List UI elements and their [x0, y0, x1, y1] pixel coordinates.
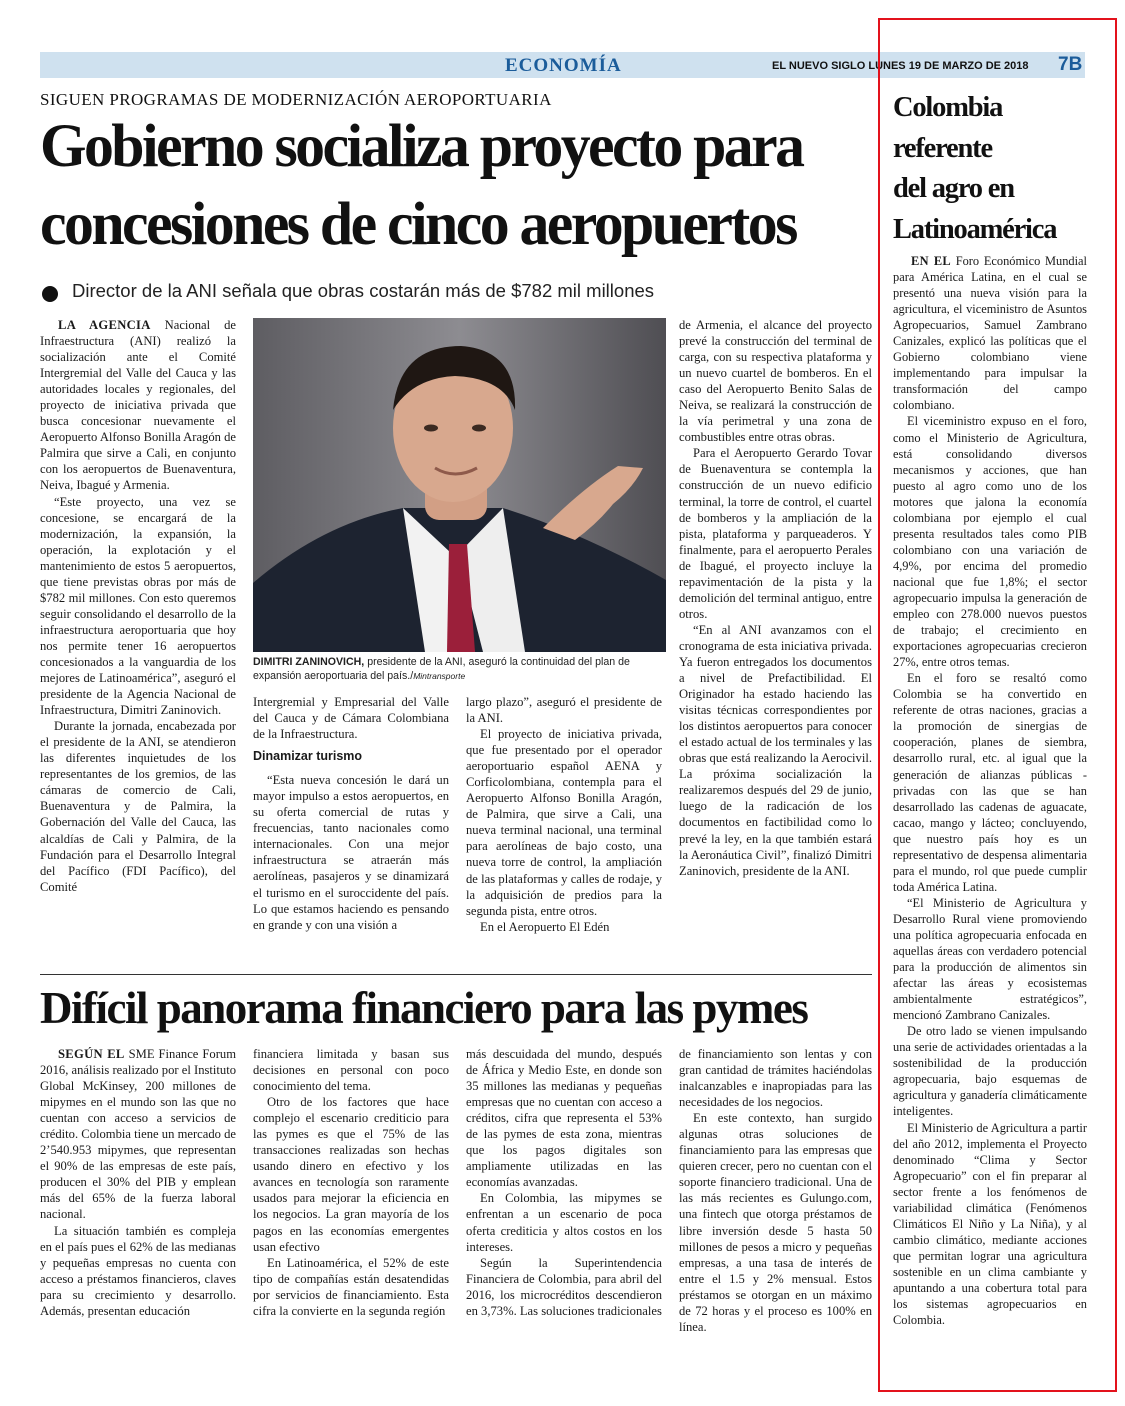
page-number: 7B	[1058, 54, 1083, 75]
portrait-image	[253, 318, 666, 652]
headline-line-2: concesiones de cinco aeropuertos	[40, 191, 796, 258]
paragraph: “El Ministerio de Agricultura y Desarrollo Rural viene promoviendo una política agropecuaria enfocada en aquellas áreas con verdadero potencial para la producción de alimentos sin afectar las áreas y ecosistemas ambientalmente estratégicos”, mencionó Zambrano Canizales.	[893, 895, 1087, 1023]
paragraph: En Colombia, las mipymes se enfrentan a un escenario de poca oferta crediticia y altos costos en los intereses.	[466, 1191, 662, 1254]
subheading: Dinamizar turismo	[253, 749, 363, 764]
paragraph: de Armenia, el alcance del proyecto prevé la construcción del terminal de carga, con su respectiva plataforma y un nuevo cuartel de bomberos. En el caso del Aeropuerto Benito Salas de Neiva, se realizará la construcción de la vía perimetral y una zona de combustibles entre otras obras.	[679, 318, 872, 445]
paragraph: La situación también es compleja en el país pues el 62% de las medianas y pequeñas empresas no cuenta con acceso a préstamos financieros, claves para su crecimiento y desarrollo. Además, presentan educación	[40, 1223, 236, 1318]
paragraph: En este contexto, han surgido algunas otras soluciones de financiamiento para las empresas que quieren crecer, pero no cuentan con el soporte financiero tradicional. Una de las más recientes es Gulungo.com, una fintech que otorga préstamos de libre inversión desde 5 hasta 50 millones de pesos a micro y pequeñas empresas, a una tasa de interés de entre el 1.5 y 2% mensual. Estos préstamos se otorgan en un máximo de 72 horas y el proceso es 100% en línea.	[679, 1111, 872, 1334]
main-article-column-4	[679, 317, 872, 971]
lead-in: LA AGENCIA	[58, 318, 151, 332]
paragraph: Según la Superintendencia Financiera de Colombia, para abril del 2016, los microcréditos descendieron en 3,73%. Las soluciones tradicionales	[466, 1255, 662, 1318]
second-article-column-4	[679, 1046, 872, 1346]
paragraph: En Latinoamérica, el 52% de este tipo de compañías están desatendidas por servicios de financiamiento. Esta cifra la convierte en la segunda región	[253, 1255, 449, 1318]
paragraph: “Este proyecto, una vez se concesione, se encargará de la modernización, la expansión, la operación, la explotación y el mantenimiento de estos 5 aeropuertos, que tiene previstas obras por más de $782 mil millones. Con esto queremos seguir consolidando el desarrollo de la infraestructura aeroportuaria que hoy nos permite tener 16 aeropuertos concesionados a la vanguardia de los mejores de Latinoamérica”, aseguró el presidente de la Agencia Nacional de Infraestructura, Dimitri Zaninovich.	[40, 494, 236, 718]
article-photo	[253, 318, 666, 652]
paragraph: El viceministro expuso en el foro, como el Ministerio de Agricultura, está consolidando diversos mecanismos y acciones, que han puesto al agro como uno de los motores que jalona la economía colombiana por ejemplo el cual presenta resultados tales como PIB colombiano con una variación de 4,9%, por encima del promedio nacional que fue 1,8%; el sector agropecuario impulsa la generación de empleo con 278.000 nuevos puestos de trabajo; el crecimiento en exportaciones agropecuarias crecieron 27%, entre otros temas.	[893, 414, 1087, 670]
kicker: SIGUEN PROGRAMAS DE MODERNIZACIÓN AEROPORTUARIA	[40, 90, 552, 109]
photo-credit: Mintransporte	[413, 671, 466, 681]
paragraph: financiera limitada y basan sus decisiones en personal con poco conocimiento del tema.	[253, 1047, 449, 1094]
paragraph: El Ministerio de Agricultura a partir del año 2012, implementa el Proyecto denominado “Clima y Sector Agropecuario” con el fin preparar al sector frente a los fenómenos de variabilidad climática (Fenómenos Climáticos El Niño y La Niña), y al cambio climático, mediante acciones que permitan lograr una agricultura sostenible en un clima cambiante y apuntando a una cobertura total para los sistemas agropecuarios en Colombia.	[893, 1120, 1087, 1328]
lead-in: EN EL	[911, 254, 951, 268]
photo-caption: DIMITRI ZANINOVICH, presidente de la ANI, aseguró la continuidad del plan de expansión aeroportuaria del país./Mintransporte	[253, 656, 630, 682]
paragraph: largo plazo”, aseguró el presidente de la ANI.	[466, 695, 662, 726]
bullet-icon	[42, 286, 58, 302]
paragraph: Intergremial y Empresarial del Valle del Cauca y de Cámara Colombiana de la Infraestructura.	[253, 695, 449, 742]
paragraph: Durante la jornada, encabezada por el presidente de la ANI, se atendieron las diferentes inquietudes de los representantes de los gremios, de las cámaras de comercio de Cali, Buenaventura y de Palmira, la Gobernación del Valle del Cauca, las alcaldías de Cali y Palmira, de la Fundación para el Desarrollo Integral del Pacífico (FDI Pacífico), del Comité	[40, 719, 236, 894]
paragraph: De otro lado se vienen impulsando una serie de actividades orientadas a la sostenibilidad de la producción agropecuaria, bajo esquemas de agricultura y ganadería climáticamente inteligentes.	[893, 1024, 1087, 1119]
subhead: Director de la ANI señala que obras costarán más de $782 mil millones	[72, 280, 655, 301]
section-name: ECONOMÍA	[505, 55, 622, 76]
main-article-column-3	[466, 694, 662, 971]
sidebar-body	[893, 253, 1087, 1348]
paragraph: En el Aeropuerto El Edén	[480, 919, 610, 934]
paragraph: El proyecto de iniciativa privada, que fue presentado por el operador aeroportuario español AENA y Corficolombiana, contempla para el Aeropuerto Alfonso Bonilla Aragón, de Palmira, que sirve a Cali, una nueva terminal nacional, una terminal para aerolíneas de bajo costo, una nueva torre de control, la ampliación de las plataformas y calles de rodaje, y la adquisición de predios para la segunda pista, entre otros.	[466, 727, 662, 918]
paragraph: Otro de los factores que hace complejo el escenario crediticio para las pymes es que el 75% de las transacciones realizadas son hechas usando dinero en efectivo y los avances en tecnología son raramente usados para mejorar la eficiencia en los negocios. La gran mayoría de los pagos en las economías emergentes usan efectivo	[253, 1095, 449, 1254]
main-headline	[40, 108, 858, 264]
lead-in: SEGÚN EL	[58, 1047, 125, 1061]
headline-line-1: Gobierno socializa proyecto para	[40, 113, 803, 180]
paper-date: EL NUEVO SIGLO LUNES 19 DE MARZO DE 2018	[772, 60, 1029, 72]
second-headline: Difícil panorama financiero para las pymes	[40, 983, 808, 1033]
paragraph: En el foro se resaltó como Colombia se ha convertido en referente de otras naciones, gracias a la promoción de sinergias de cooperación, planes de siembra, desarrollo rural, etc. al igual que la generación de alianzas públicas - privadas con las que se han desarrollado las cadenas de aguacate, cacao, mango y lácteo; concluyendo, que nuestro país hoy es un representativo de despensa alimentaria para el mundo, rol que puede cumplir toda América Latina.	[893, 671, 1087, 894]
paragraph: “Esta nueva concesión le dará un mayor impulso a estos aeropuertos, en su oferta comercial de rutas y frecuencias, tanto nacionales como internacionales. Con una mejor infraestructura se atraerán más aerolíneas, pasajeros y se dinamizará el turismo en el suroccidente del país. Lo que estamos haciendo es pensando en grande y con una visión a	[253, 773, 449, 932]
paragraph: SME Finance Forum 2016, análisis realizado por el Instituto Global McKinsey, 200 millones de mipymes en el mundo son las que no cuentan con acceso a servicios de crédito. Colombia tiene un mercado de 2’540.953 mipymes, que representan el 90% de las empresas de este país, producen el 30% del PIB y emplean más del 65% de la fuerza laboral nacional.	[40, 1047, 236, 1222]
main-article-column-1	[40, 317, 236, 971]
paragraph: Para el Aeropuerto Gerardo Tovar de Buenaventura se contempla la construcción de un nuevo edificio terminal, la torre de control, el cuartel de bomberos y la ampliación de la pista, plataforma y parqueaderos. Y finalmente, para el aeropuerto Perales de Ibagué, el proyecto incluye la repavimentación de la pista y la demolición del terminal antiguo, entre otros.	[679, 446, 872, 621]
paragraph: más descuidada del mundo, después de África y Medio Este, en donde son 35 millones las medianas y pequeñas empresas que no cuentan con acceso a créditos, cifra que representa el 53% de las pymes de esta zona, mientras que los pagos digitales son ampliamente utilizadas en las economías avanzadas.	[466, 1047, 662, 1190]
sidebar-title: Colombia referente del agro en Latinoamérica	[893, 92, 1057, 245]
paragraph: “En al ANI avanzamos con el cronograma de esta iniciativa privada. Ya fueron entregados los documentos a nivel de Prefactibilidad. El Originador ha estado haciendo las visitas técnicas correspondientes por los distintos aeropuertos para conocer el estado actual de los terminales y las obras que está realizando la Aerocivil. La próxima socialización la realizaremos después del 29 de junio, luego de la radicación de los documentos en factibilidad como lo prevé la ley, en la que también estará la Aeronáutica Civil”, finalizó Dimitri Zaninovich, presidente de la ANI.	[679, 622, 872, 878]
paragraph: de financiamiento son lentas y con gran cantidad de trámites haciéndolas inalcanzables e inapropiadas para las necesidades de los negocios.	[679, 1047, 872, 1110]
paragraph: Foro Económico Mundial para América Latina, en el cual se presentó una nueva visión para la agricultura, el viceministro de Asuntos Agropecuarios, Samuel Zambrano Canizales, explicó las políticas que el Gobierno colombiano viene implementando para impulsar la transformación del campo colombiano.	[893, 254, 1087, 413]
second-article-column-1	[40, 1046, 236, 1346]
second-article-column-3	[466, 1046, 662, 1346]
main-article-column-2	[253, 694, 449, 971]
paragraph: Nacional de Infraestructura (ANI) realizó la socialización ante el Comité Intergremial del Valle del Cauca y las autoridades locales y regionales, del proyecto de iniciativa privada que busca concesionar nuevamente el Aeropuerto Alfonso Bonilla Aragón de Palmira que sirve a Cali, en conjunto con los aeropuertos de Buenaventura, Neiva, Ibagué y Armenia.	[40, 318, 236, 493]
second-article-column-2	[253, 1046, 449, 1346]
article-divider	[40, 974, 872, 975]
